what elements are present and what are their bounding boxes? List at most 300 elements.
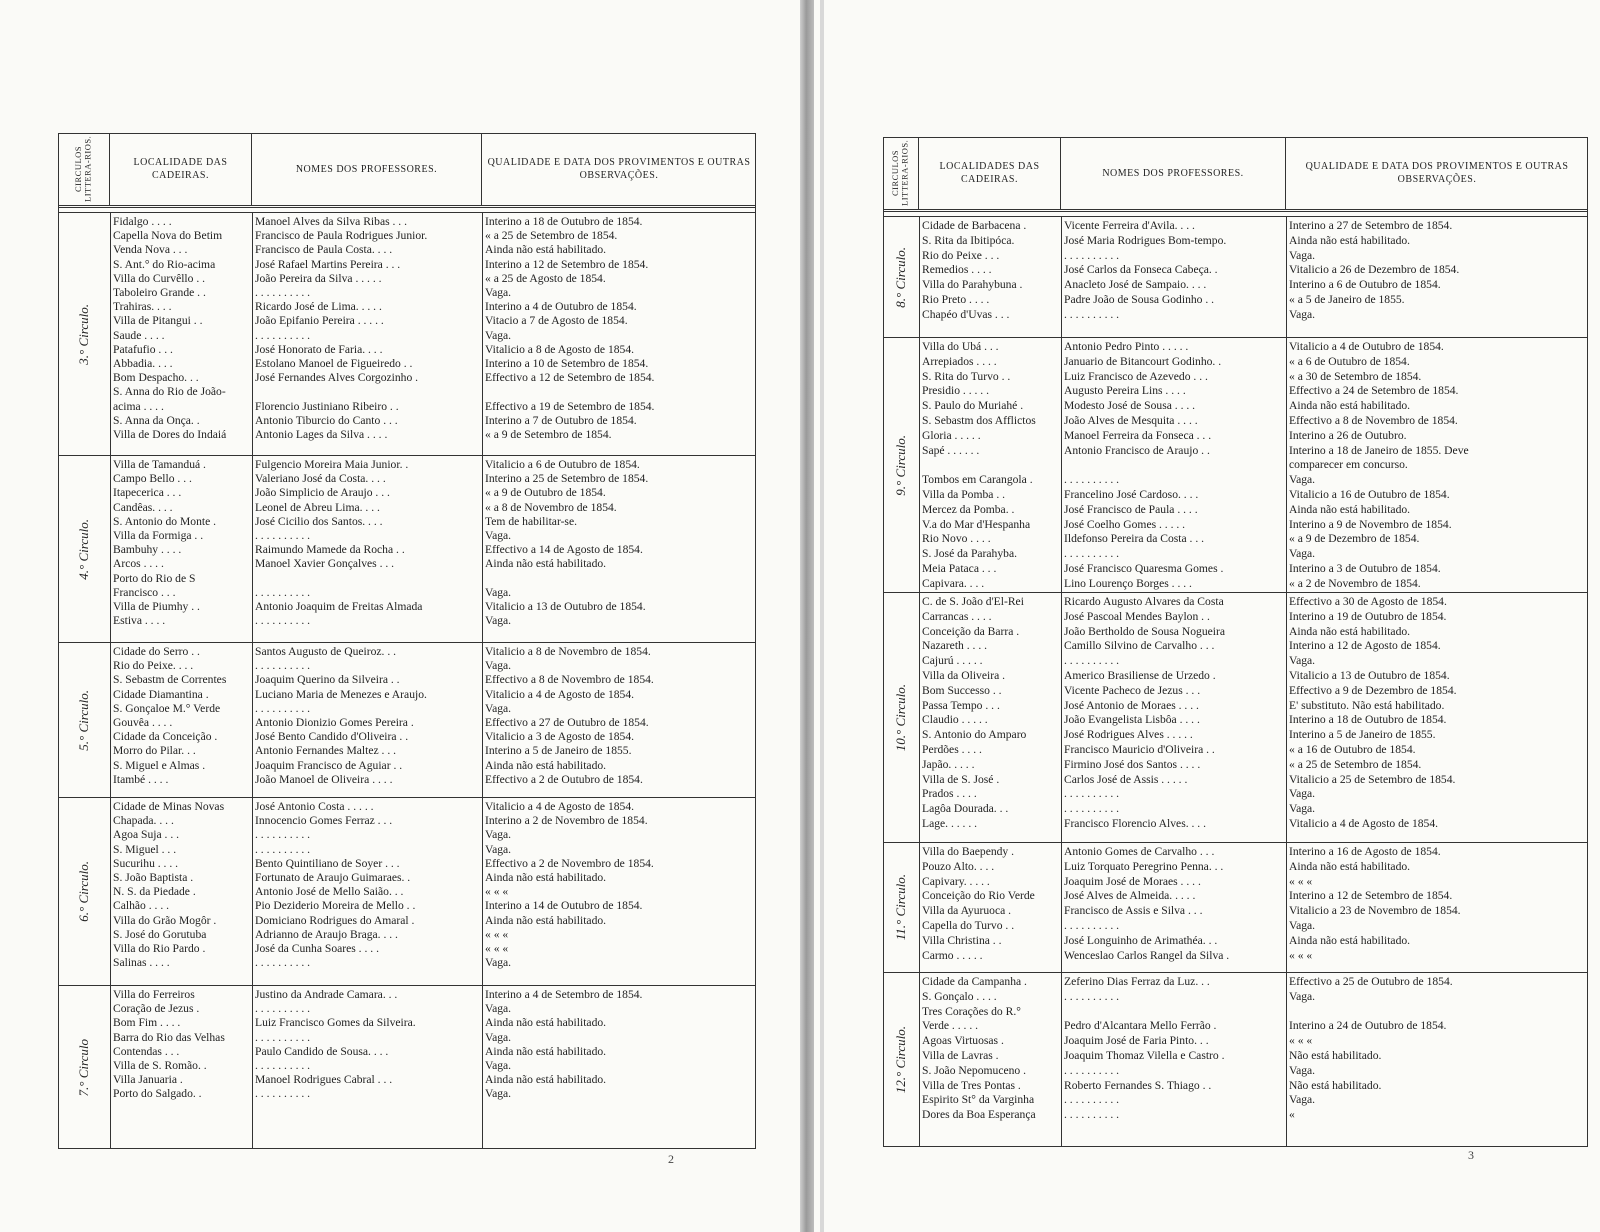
cell-localidade: Francisco . . .: [113, 585, 176, 599]
table-row: [919, 384, 1588, 399]
table-row: [919, 458, 1588, 473]
cell-professor: Padre João de Sousa Godinho . .: [1064, 292, 1215, 306]
cell-localidade: Villa do Grão Mogôr .: [113, 913, 217, 927]
cell-localidade: Cajurú . . . . .: [922, 654, 983, 668]
cell-observacao: Interino a 5 de Janeiro de 1855.: [1289, 728, 1436, 742]
cell-professor: Santos Augusto de Queiroz. . .: [255, 645, 397, 658]
cell-professor: . . . . . . . . . .: [255, 842, 311, 856]
table-row: [110, 258, 756, 272]
cell-professor: . . . . . . . . . .: [255, 1002, 311, 1016]
table-row: [110, 673, 756, 687]
cell-professor: Americo Brasiliense de Urzedo .: [1064, 668, 1216, 682]
cell-professor: Bento Quintiliano de Soyer . . .: [255, 856, 400, 870]
cell-observacao: Vitalicio a 26 de Dezembro de 1854.: [1289, 263, 1460, 277]
cell-localidade: Campo Bello . . .: [113, 472, 192, 486]
table-row: [110, 400, 756, 414]
cell-professor: José Maria Rodrigues Bom-tempo.: [1064, 233, 1227, 247]
cell-observacao: Ainda não está habilitado.: [485, 871, 607, 885]
table-row: [110, 428, 756, 442]
table-row: [110, 659, 756, 673]
cell-observacao: Interino a 19 de Outubro de 1854.: [1289, 609, 1447, 623]
circulo-label: 10.° Circulo.: [883, 593, 920, 842]
right-page: [883, 137, 1588, 1162]
cell-professor: José Antonio Costa . . . . .: [255, 800, 374, 813]
header-nomes: NOMES DOS PROFESSORES.: [1061, 137, 1286, 209]
cell-observacao: E' substituto. Não está habilitado.: [1289, 698, 1445, 712]
table-row: [919, 577, 1588, 592]
cell-localidade: Gouvêa . . . .: [113, 716, 173, 730]
cell-localidade: Claudio . . . . .: [922, 713, 988, 727]
cell-professor: Paulo Candido de Sousa. . . .: [255, 1044, 389, 1058]
cell-professor: Lino Lourenço Borges . . . .: [1064, 576, 1192, 590]
table-row: [919, 1064, 1588, 1079]
cell-localidade: Patafufio . . .: [113, 342, 173, 356]
cell-observacao: Interino a 9 de Novembro de 1854.: [1289, 517, 1452, 531]
cell-professor: . . . . . . . . . .: [255, 828, 311, 842]
table-row: [110, 1087, 756, 1101]
cell-observacao: Vaga.: [485, 701, 512, 715]
cell-localidade: Salinas . . . .: [113, 956, 170, 970]
cell-localidade: Japão. . . . .: [922, 757, 975, 771]
cell-observacao: Effectivo a 19 de Setembro de 1854.: [485, 399, 655, 413]
cell-professor: . . . . . . . . . .: [255, 585, 311, 599]
circulo-label: 8.° Circulo.: [883, 217, 920, 337]
cell-observacao: « « «: [485, 927, 509, 941]
table-row: [919, 219, 1588, 234]
cell-professor: José Coelho Gomes . . . . .: [1064, 517, 1186, 531]
cell-localidade: Agoa Suja . . .: [113, 828, 180, 842]
cell-localidade: S. José da Parahyba.: [922, 547, 1017, 561]
table-row: [110, 515, 756, 529]
table-row: [919, 904, 1588, 919]
header-circulos: CIRCULOS LITTERA-RIOS.: [883, 137, 919, 209]
cell-observacao: Vitalicio a 13 de Outubro de 1854.: [1289, 668, 1450, 682]
circulo-group: [58, 986, 756, 1149]
cell-localidade: S. João Baptista .: [113, 871, 194, 885]
cell-observacao: Vaga.: [485, 529, 512, 543]
cell-localidade: Villa de Dores do Indaiá: [113, 428, 227, 442]
circulo-label: 7.° Circulo: [58, 986, 111, 1149]
table-row: [110, 744, 756, 758]
cell-localidade: S. Rita do Turvo . .: [922, 369, 1011, 383]
cell-localidade: S. Sebastm dos Afflictos: [922, 413, 1036, 427]
table-row: [110, 1002, 756, 1016]
cell-localidade: Arrepiados . . . .: [922, 354, 997, 368]
cell-observacao: Interino a 25 de Setembro de 1854.: [485, 472, 649, 486]
cell-professor: Luiz Francisco Gomes da Silveira.: [255, 1016, 416, 1030]
cell-observacao: Vaga.: [485, 1002, 512, 1016]
cell-observacao: « a 25 de Agosto de 1854.: [485, 271, 606, 285]
cell-localidade: S. Sebastm de Correntes: [113, 673, 227, 687]
cell-professor: Joaquim Querino da Silveira . .: [255, 673, 400, 687]
cell-observacao: Vaga.: [1289, 1093, 1316, 1107]
cell-localidade: Rio do Peixe . . .: [922, 248, 1000, 262]
cell-localidade: Villa do Rio Pardo .: [113, 942, 206, 956]
cell-observacao: Effectivo a 24 de Setembro de 1854.: [1289, 384, 1459, 398]
table-row: [919, 414, 1588, 429]
table-row: [919, 699, 1588, 714]
cell-observacao: Vitalicio a 4 de Agosto de 1854.: [485, 687, 635, 701]
cell-professor: Antonio Dionizio Gomes Pereira .: [255, 716, 414, 730]
cell-localidade: Villa Januaria .: [113, 1073, 183, 1087]
cell-observacao: Vitalicio a 4 de Agosto de 1854.: [485, 800, 635, 813]
cell-professor: João Manoel de Oliveira . . . .: [255, 772, 393, 786]
cell-professor: Pedro d'Alcantara Mello Ferrão .: [1064, 1019, 1217, 1033]
cell-professor: Valeriano José da Costa. . . .: [255, 472, 386, 486]
table-row: [110, 645, 756, 659]
cell-professor: João Epifanio Pereira . . . . .: [255, 314, 384, 328]
cell-observacao: Vaga.: [485, 1030, 512, 1044]
table-row: [919, 860, 1588, 875]
table-row: [110, 215, 756, 229]
cell-observacao: Effectivo a 2 de Novembro de 1854.: [485, 856, 654, 870]
cell-observacao: Ainda não está habilitado.: [485, 758, 607, 772]
cell-observacao: « a 9 de Setembro de 1854.: [485, 428, 612, 442]
cell-observacao: Vitacio a 7 de Agosto de 1854.: [485, 314, 628, 328]
cell-localidade: Contendas . . .: [113, 1044, 180, 1058]
table-body: [58, 213, 756, 1149]
cell-observacao: « « «: [485, 885, 509, 899]
cell-professor: . . . . . . . . . .: [1064, 802, 1120, 816]
cell-localidade: Saude . . . .: [113, 328, 165, 342]
cell-professor: . . . . . . . . . .: [1064, 473, 1120, 487]
cell-professor: . . . . . . . . . .: [255, 286, 311, 300]
table-row: [110, 702, 756, 716]
cell-localidade: Venda Nova . . .: [113, 243, 188, 257]
cell-observacao: Interino a 4 de Outubro de 1854.: [485, 300, 637, 314]
table-row: [919, 802, 1588, 817]
table-row: [110, 357, 756, 371]
cell-observacao: Não está habilitado.: [1289, 1078, 1382, 1092]
cell-localidade: N. S. da Piedade .: [113, 885, 196, 899]
cell-observacao: Vitalicio a 25 de Setembro de 1854.: [1289, 772, 1456, 786]
cell-professor: Manoel Xavier Gonçalves . . .: [255, 557, 395, 571]
cell-professor: Antonio José de Mello Saião. . .: [255, 885, 404, 899]
cell-observacao: Effectivo a 8 de Novembro de 1854.: [485, 673, 654, 687]
cell-localidade: Tombos em Carangola .: [922, 473, 1033, 487]
cell-professor: Adrianno de Araujo Braga. . . .: [255, 927, 398, 941]
cell-professor: José Fernandes Alves Corgozinho .: [255, 371, 419, 385]
cell-localidade: Cidade da Conceição .: [113, 730, 218, 744]
cell-localidade: Villa da Pomba . .: [922, 487, 1006, 501]
cell-observacao: Ainda não está habilitado.: [485, 913, 607, 927]
cell-professor: Luciano Maria de Menezes e Araujo.: [255, 687, 427, 701]
cell-observacao: « « «: [485, 942, 509, 956]
cell-professor: . . . . . . . . . .: [1064, 1108, 1120, 1122]
table-row: [919, 562, 1588, 577]
cell-localidade: Barra do Rio das Velhas: [113, 1030, 225, 1044]
table-row: [919, 1093, 1588, 1108]
cell-professor: . . . . . . . . . .: [1064, 1063, 1120, 1077]
cell-professor: Carlos José de Assis . . . . .: [1064, 772, 1188, 786]
cell-localidade: Villa da Ayuruoca .: [922, 904, 1012, 918]
cell-localidade: S. João Nepomuceno .: [922, 1063, 1027, 1077]
cell-localidade: Rio do Peixe. . . .: [113, 659, 194, 673]
cell-professor: José Pascoal Mendes Baylon . .: [1064, 609, 1210, 623]
cell-professor: Manoel Rodrigues Cabral . . .: [255, 1073, 393, 1087]
cell-professor: Luiz Torquato Peregrino Penna. . .: [1064, 859, 1224, 873]
cell-observacao: Vaga.: [1289, 248, 1316, 262]
cell-localidade: S. Anna do Rio de João-: [113, 385, 226, 399]
table-row: [110, 1031, 756, 1045]
cell-observacao: Vitalicio a 4 de Agosto de 1854.: [1289, 816, 1439, 830]
cell-localidade: S. Miguel . . .: [113, 842, 177, 856]
cell-localidade: Agoas Virtuosas .: [922, 1034, 1004, 1048]
circulo-group: [58, 456, 756, 643]
cell-professor: José Cicilio dos Santos. . . .: [255, 514, 383, 528]
cell-professor: Zeferino Dias Ferraz da Luz. . .: [1064, 975, 1210, 988]
cell-localidade: S. Miguel e Almas .: [113, 758, 206, 772]
cell-observacao: Vitalicio a 6 de Outubro de 1854.: [485, 458, 640, 471]
cell-localidade: Rio Preto . . . .: [922, 292, 990, 306]
cell-observacao: [1286, 1005, 1588, 1020]
cell-professor: Manoel Ferreira da Fonseca . . .: [1064, 428, 1212, 442]
cell-observacao: « a 16 de Outubro de 1854.: [1289, 742, 1416, 756]
cell-professor: Estolano Manoel de Figueiredo . .: [255, 357, 413, 371]
cell-professor: Vicente Ferreira d'Avila. . . .: [1064, 219, 1195, 232]
table-row: [110, 1016, 756, 1030]
table-row: [919, 1034, 1588, 1049]
cell-localidade: Conceição da Barra .: [922, 624, 1020, 638]
cell-professor: Francisco Mauricio d'Oliveira . .: [1064, 742, 1215, 756]
cell-localidade: Cidade da Campanha .: [922, 975, 1027, 988]
cell-professor: . . . . . . . . . .: [1064, 787, 1120, 801]
table-row: [919, 1049, 1588, 1064]
cell-localidade: S. Gonçalo . . . .: [922, 989, 997, 1003]
cell-professor: Antonio Joaquim de Freitas Almada: [255, 600, 423, 614]
cell-professor: José Rodrigues Alves . . . . .: [1064, 728, 1193, 742]
cell-localidade: Lage. . . . . .: [922, 816, 978, 830]
cell-observacao: Vaga.: [485, 286, 512, 300]
cell-professor: José Honorato de Faria. . . .: [255, 342, 383, 356]
circulo-group: [58, 798, 756, 986]
table-row: [110, 486, 756, 500]
cell-localidade: Espirito St° da Varginha: [922, 1093, 1035, 1107]
cell-localidade: Bom Successo . .: [922, 683, 1002, 697]
cell-observacao: Vaga.: [1289, 989, 1316, 1003]
cell-professor: . . . . . . . . . .: [1064, 1093, 1120, 1107]
cell-professor: Fortunato de Araujo Guimaraes. .: [255, 871, 411, 885]
cell-localidade: Chapada. . . .: [113, 814, 174, 828]
cell-localidade: Villa Christina . .: [922, 933, 1002, 947]
cell-observacao: Ainda não está habilitado.: [1289, 399, 1411, 413]
cell-professor: Leonel de Abreu Lima. . . .: [255, 500, 380, 514]
circulo-label: 4.° Circulo.: [58, 456, 111, 642]
page-number: 2: [668, 1152, 674, 1166]
table-row: [110, 543, 756, 557]
cell-professor: . . . . . . . . . .: [255, 1087, 311, 1101]
cell-localidade: Cidade de Minas Novas: [113, 800, 225, 813]
cell-observacao: Effectivo a 8 de Novembro de 1854.: [1289, 413, 1458, 427]
cell-localidade: Itambé . . . .: [113, 772, 169, 786]
table-row: [919, 728, 1588, 743]
cell-observacao: Effectivo a 25 de Outubro de 1854.: [1289, 975, 1453, 988]
cell-observacao: « a 25 de Setembro de 1854.: [1289, 757, 1422, 771]
cell-localidade: Capella do Turvo . .: [922, 918, 1015, 932]
cell-professor: José Alves de Almeida. . . . .: [1064, 889, 1196, 903]
table-row: [919, 399, 1588, 414]
cell-localidade: Cidade Diamantina .: [113, 687, 209, 701]
cell-professor: Francisco Florencio Alves. . . .: [1064, 816, 1207, 830]
table-row: [919, 845, 1588, 860]
circulo-group: [883, 843, 1588, 973]
cell-professor: José da Cunha Soares . . . .: [255, 942, 379, 956]
table-row: [919, 278, 1588, 293]
cell-professor: João Evangelista Lisbôa . . . .: [1064, 713, 1200, 727]
cell-observacao: Ainda não está habilitado.: [1289, 502, 1411, 516]
cell-professor: . . . . . . . . . .: [1064, 654, 1120, 668]
cell-professor: Manoel Alves da Silva Ribas . . .: [255, 215, 407, 228]
circulo-label: 11.° Circulo.: [883, 843, 920, 972]
cell-professor: José Rafael Martins Pereira . . .: [255, 257, 401, 271]
cell-observacao: Vaga.: [485, 614, 512, 628]
cell-localidade: Capella Nova do Betim: [113, 229, 223, 243]
table-row: [110, 458, 756, 472]
cell-professor: . . . . . . . . . .: [1064, 307, 1120, 321]
cell-localidade: [919, 458, 1061, 473]
table-row: [919, 293, 1588, 308]
cell-localidade: V.a do Mar d'Hespanha: [922, 517, 1031, 531]
cell-professor: Modesto José de Sousa . . . .: [1064, 399, 1196, 413]
table-row: [110, 814, 756, 828]
cell-professor: Justino da Andrade Camara. . .: [255, 988, 398, 1001]
cell-observacao: Effectivo a 14 de Agosto de 1854.: [485, 543, 643, 557]
cell-observacao: Effectivo a 30 de Agosto de 1854.: [1289, 595, 1447, 608]
cell-localidade: Passa Tempo . . .: [922, 698, 1000, 712]
table-row: [919, 919, 1588, 934]
cell-observacao: « a 8 de Novembro de 1854.: [485, 500, 617, 514]
cell-localidade: Calhão . . . .: [113, 899, 170, 913]
cell-professor: João Alves de Mesquita . . . .: [1064, 413, 1198, 427]
cell-observacao: Ainda não está habilitado.: [1289, 933, 1411, 947]
header-qualidade: QUALIDADE E DATA DOS PROVIMENTOS E OUTRAS OBSERVAÇÕES.: [1305, 161, 1569, 185]
cell-professor: . . . . . . . . . .: [1064, 547, 1120, 561]
cell-localidade: S. Rita da Ibitipóca.: [922, 233, 1015, 247]
table-row: [110, 956, 756, 970]
cell-observacao: « a 6 de Outubro de 1854.: [1289, 354, 1410, 368]
table-row: [919, 532, 1588, 547]
cell-professor: [1061, 458, 1286, 473]
table-row: [110, 871, 756, 885]
cell-localidade: Prados . . . .: [922, 787, 977, 801]
cell-localidade: Nazareth . . . .: [922, 639, 988, 653]
cell-localidade: Villa de Tamanduá .: [113, 458, 206, 471]
cell-observacao: « a 5 de Janeiro de 1855.: [1289, 292, 1405, 306]
table-row: [919, 308, 1588, 323]
cell-observacao: Vitalicio a 13 de Outubro de 1854.: [485, 600, 646, 614]
cell-professor: Wenceslao Carlos Rangel da Silva .: [1064, 948, 1230, 962]
cell-professor: Joaquim José de Moraes . . . .: [1064, 874, 1201, 888]
circulo-group: [58, 213, 756, 456]
cell-localidade: S. Antonio do Amparo: [922, 728, 1027, 742]
cell-observacao: Interino a 18 de Janeiro de 1855. Deve: [1289, 443, 1469, 457]
cell-localidade: Bom Fim . . . .: [113, 1016, 181, 1030]
cell-localidade: Villa de Tres Pontas .: [922, 1078, 1021, 1092]
cell-observacao: Interino a 3 de Outubro de 1854.: [1289, 561, 1441, 575]
cell-observacao: Tem de habilitar-se.: [485, 514, 577, 528]
cell-professor: Ricardo Augusto Alvares da Costa: [1064, 595, 1224, 608]
cell-professor: Innocencio Gomes Ferraz . . .: [255, 814, 393, 828]
cell-localidade: C. de S. João d'El-Rei: [922, 595, 1024, 608]
cell-professor: Fulgencio Moreira Maia Junior. .: [255, 458, 409, 471]
cell-professor: José Francisco Quaresma Gomes .: [1064, 561, 1224, 575]
cell-observacao: Vaga.: [485, 659, 512, 673]
cell-observacao: Interino a 14 de Outubro de 1854.: [485, 899, 643, 913]
cell-observacao: Vitalicio a 8 de Agosto de 1854.: [485, 342, 635, 356]
table-row: [110, 329, 756, 343]
cell-observacao: Vaga.: [1289, 473, 1316, 487]
cell-professor: Joaquim José de Faria Pinto. . .: [1064, 1034, 1209, 1048]
cell-localidade: Verde . . . . .: [922, 1019, 979, 1033]
table-row: [919, 875, 1588, 890]
table-row: [110, 272, 756, 286]
table-row: [110, 773, 756, 787]
table-row: [919, 654, 1588, 669]
cell-localidade: Remedios . . . .: [922, 263, 992, 277]
cell-observacao: Effectivo a 12 de Setembro de 1854.: [485, 371, 655, 385]
table-row: [919, 817, 1588, 832]
cell-observacao: Ainda não está habilitado.: [485, 557, 607, 571]
cell-professor: Francelino José Cardoso. . . .: [1064, 487, 1199, 501]
cell-observacao: Interino a 10 de Setembro de 1854.: [485, 357, 649, 371]
table-row: [110, 529, 756, 543]
table-row: [919, 625, 1588, 640]
table-row: [919, 1005, 1588, 1020]
cell-observacao: « a 2 de Novembro de 1854.: [1289, 576, 1421, 590]
cell-professor: [1061, 1005, 1286, 1020]
cell-professor: . . . . . . . . . .: [255, 1030, 311, 1044]
cell-professor: [252, 385, 482, 399]
cell-observacao: Vaga.: [1289, 787, 1316, 801]
cell-professor: Francisco de Assis e Silva . . .: [1064, 904, 1203, 918]
cell-professor: Roberto Fernandes S. Thiago . .: [1064, 1078, 1212, 1092]
cell-professor: João Simplicio de Araujo . . .: [255, 486, 390, 500]
cell-observacao: Ainda não está habilitado.: [1289, 859, 1411, 873]
cell-observacao: Vaga.: [1289, 802, 1316, 816]
cell-observacao: Ainda não está habilitado.: [485, 1016, 607, 1030]
table-row: [919, 488, 1588, 503]
table-row: [110, 716, 756, 730]
cell-professor: Raimundo Mamede da Rocha . .: [255, 543, 405, 557]
cell-localidade: Villa de S. Romão. .: [113, 1059, 207, 1073]
table-row: [110, 885, 756, 899]
book-gutter: [800, 0, 814, 1232]
table-row: [919, 669, 1588, 684]
cell-professor: Florencio Justiniano Ribeiro . .: [255, 399, 399, 413]
header-localidade: LOCALIDADES DAS CADEIRAS.: [919, 137, 1061, 209]
cell-observacao: Vaga.: [1289, 547, 1316, 561]
table-row: [110, 343, 756, 357]
cell-observacao: « a 9 de Outubro de 1854.: [485, 486, 606, 500]
cell-professor: Antonio Tiburcio do Canto . . .: [255, 413, 398, 427]
cell-localidade: S. Ant.° do Rio-acima: [113, 257, 216, 271]
cell-localidade: Villa de Pitangui . .: [113, 314, 203, 328]
cell-localidade: Villa do Curvêllo . .: [113, 271, 206, 285]
cell-localidade: Itapecerica . . .: [113, 486, 182, 500]
circulo-label: 9.° Circulo.: [883, 338, 920, 592]
cell-localidade: Bambuhy . . . .: [113, 543, 182, 557]
cell-professor: [252, 572, 482, 586]
cell-observacao: [482, 572, 756, 586]
header-nomes: NOMES DOS PROFESSORES.: [252, 133, 482, 205]
cell-professor: . . . . . . . . . .: [255, 529, 311, 543]
table-row: [110, 857, 756, 871]
table-body: [883, 217, 1588, 1147]
table-row: [919, 1019, 1588, 1034]
cell-localidade: Cidade do Serro . .: [113, 645, 200, 658]
table-row: [919, 773, 1588, 788]
table-row: [110, 600, 756, 614]
